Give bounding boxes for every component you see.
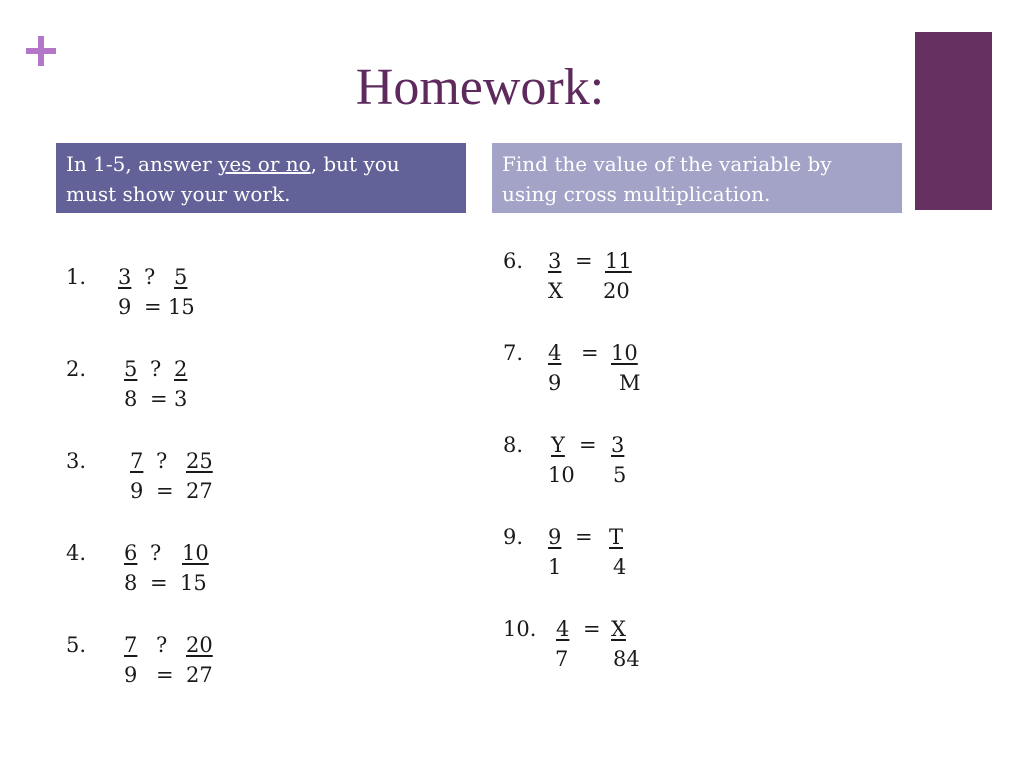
problem-number: 8. — [503, 433, 524, 457]
problem-number: 1. — [66, 265, 87, 289]
numerator-right: 10 — [182, 541, 209, 565]
numerator-left: 6 — [124, 541, 138, 565]
accent-bar — [915, 32, 992, 210]
equals-symbol: = — [581, 341, 599, 365]
denominator-right: 84 — [613, 647, 640, 671]
denominator-left: 8 — [124, 571, 138, 595]
denominator-left: 9 — [124, 663, 138, 687]
instructions-right — [492, 143, 902, 213]
numerator-right: 25 — [186, 449, 213, 473]
numerator-left: 7 — [124, 633, 138, 657]
denominator-left: 9 — [118, 295, 132, 319]
numerator-right: 11 — [605, 249, 632, 273]
numerator-left: Y — [551, 433, 565, 457]
denominator-left: 8 — [124, 387, 138, 411]
denominator-right: 3 — [174, 387, 188, 411]
denominator-right: 15 — [168, 295, 195, 319]
numerator-right: 20 — [186, 633, 213, 657]
numerator-right: 3 — [611, 433, 625, 457]
equals-symbol: = — [144, 295, 162, 319]
instructions-left-text-2: , but you must show your work. — [66, 152, 400, 206]
instructions-left-text-1: In 1-5, answer — [66, 152, 219, 176]
relation-symbol: ? — [156, 449, 168, 473]
denominator-right: 20 — [603, 279, 630, 303]
instructions-right-text: Find the value of the variable by using cross multiplication. — [502, 152, 832, 206]
problem-number: 6. — [503, 249, 524, 273]
problem-number: 10. — [503, 617, 537, 641]
numerator-right: X — [611, 617, 626, 641]
denominator-right: M — [619, 371, 641, 395]
equals-symbol: = — [150, 571, 168, 595]
denominator-left: 9 — [548, 371, 562, 395]
denominator-left: X — [548, 279, 563, 303]
problem-number: 4. — [66, 541, 87, 565]
numerator-right: 2 — [174, 357, 188, 381]
numerator-left: 7 — [130, 449, 144, 473]
equals-symbol: = — [579, 433, 597, 457]
numerator-right: T — [609, 525, 624, 549]
slide-title: Homework: — [355, 59, 605, 116]
instructions-left — [56, 143, 466, 213]
equals-symbol: = — [156, 663, 174, 687]
denominator-right: 4 — [613, 555, 627, 579]
plus-icon — [26, 36, 56, 66]
equals-symbol: = — [575, 525, 593, 549]
numerator-left: 4 — [556, 617, 570, 641]
denominator-left: 7 — [555, 647, 569, 671]
numerator-right: 10 — [611, 341, 638, 365]
equals-symbol: = — [156, 479, 174, 503]
numerator-left: 5 — [124, 357, 138, 381]
problem-number: 7. — [503, 341, 524, 365]
problem-number: 3. — [66, 449, 87, 473]
problem-number: 5. — [66, 633, 87, 657]
denominator-right: 27 — [186, 479, 213, 503]
instructions-left-underlined: yes or no — [218, 152, 311, 176]
equals-symbol: = — [583, 617, 601, 641]
problem-number: 9. — [503, 525, 524, 549]
relation-symbol: ? — [156, 633, 168, 657]
equals-symbol: = — [150, 387, 168, 411]
relation-symbol: ? — [150, 357, 162, 381]
relation-symbol: ? — [144, 265, 156, 289]
numerator-left: 9 — [548, 525, 562, 549]
denominator-left: 10 — [548, 463, 575, 487]
problem-number: 2. — [66, 357, 87, 381]
numerator-right: 5 — [174, 265, 188, 289]
numerator-left: 3 — [548, 249, 562, 273]
denominator-left: 9 — [130, 479, 144, 503]
denominator-right: 27 — [186, 663, 213, 687]
numerator-left: 4 — [548, 341, 562, 365]
denominator-right: 5 — [613, 463, 627, 487]
denominator-right: 15 — [180, 571, 207, 595]
relation-symbol: ? — [150, 541, 162, 565]
denominator-left: 1 — [548, 555, 562, 579]
numerator-left: 3 — [118, 265, 132, 289]
equals-symbol: = — [575, 249, 593, 273]
